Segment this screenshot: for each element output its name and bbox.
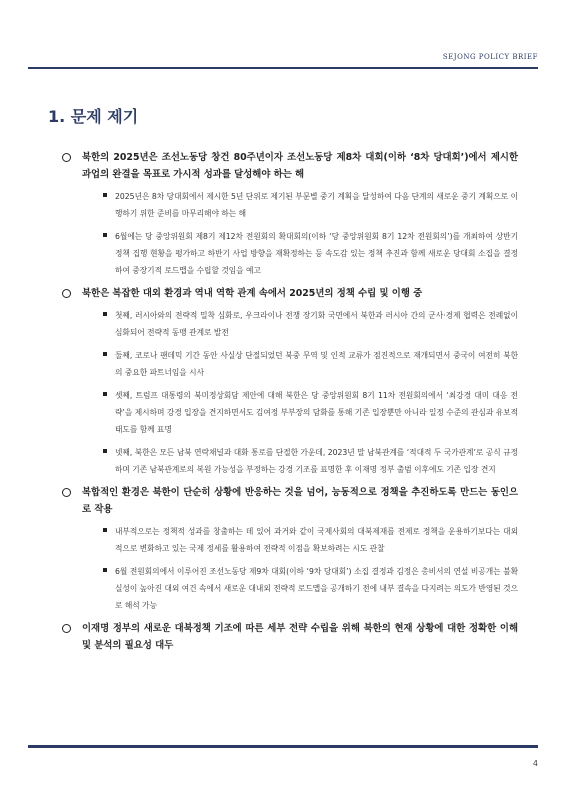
bullet-item <box>82 347 518 381</box>
page-number: 4 <box>532 759 538 768</box>
circle-bullet-icon <box>62 488 71 497</box>
bullet-item <box>82 387 518 438</box>
bullet-text: 첫째, 러시아와의 전략적 밀착 심화로, 우크라이나 전쟁 장기화 국면에서 북한과 러시아 간의 군사·경제 협력은 전례없이 심화되어 전략적 동맹 관계로 발전 <box>115 311 518 337</box>
section-text: 북한의 2025년은 조선노동당 창건 80주년이자 조선노동당 제8차 대회(이하 ‘8차 당대회’)에서 제시한 과업의 완결을 목표로 가시적 성과를 달성해야 하는 해 <box>82 152 518 180</box>
section-text: 북한은 복잡한 대외 환경과 역내 역학 관계 속에서 2025년의 정책 수립 및 이행 중 <box>82 288 423 299</box>
bullet-item <box>82 563 518 614</box>
bullet-text: 2025년은 8차 당대회에서 제시한 5년 단위로 제기된 부문별 중기 계획을 달성하여 다음 단계의 새로운 중기 계획으로 이행하기 위한 준비를 마무리해야 하는 해 <box>115 192 518 218</box>
section-item <box>58 620 518 654</box>
square-bullet-icon <box>103 352 107 356</box>
section-item <box>58 285 518 478</box>
square-bullet-icon <box>103 449 107 453</box>
bullet-text: 내부적으로는 정책적 성과를 창출하는 데 있어 과거와 같이 국제사회의 대북제재를 전제로 정책을 운용하기보다는 대외적으로 변화하고 있는 국제 정세를 활용하여 전략적 이점을 확보하려는 시도 관찰 <box>115 527 518 553</box>
square-bullet-icon <box>103 568 107 572</box>
footer-rule <box>28 745 538 748</box>
header-rule <box>28 67 538 69</box>
section-item <box>58 149 518 279</box>
square-bullet-icon <box>103 312 107 316</box>
section-text: 이재명 정부의 새로운 대북정책 기조에 따른 세부 전략 수립을 위해 북한의 현재 상황에 대한 정확한 이해 및 분석의 필요성 대두 <box>82 623 518 651</box>
bullet-text: 6월 전원회의에서 이루어진 조선노동당 제9차 대회(이하 ‘9차 당대회’) 소집 결정과 김정은 총비서의 연설 비공개는 불확실성이 높아진 대외 여건 속에서 새로운 대내외 전략적 로드맵을 공개하기 전에 내부 결속을 다지려는 의도가 반영된 것으로 해석 가능 <box>115 567 518 610</box>
circle-bullet-icon <box>62 289 71 298</box>
bullet-item <box>82 444 518 478</box>
section-title: 1. 문제 제기 <box>48 107 139 126</box>
square-bullet-icon <box>103 528 107 532</box>
bullet-text: 6월에는 당 중앙위원회 제8기 제12차 전원회의 확대회의(이하 ‘당 중앙위원회 8기 12차 전원회의’)를 개최하여 상반기 정책 집행 현황을 평가하고 하반기 사업 방향을 재확정하는 등 속도감 있는 정책 추진과 함께 새로운 당대회 소집을 결정하여 중장기적 로드맵을 수립할 것임을 예고 <box>115 232 518 275</box>
bullet-item <box>82 188 518 222</box>
bullet-item <box>82 228 518 279</box>
bullet-text: 둘째, 코로나 팬데믹 기간 동안 사실상 단절되었던 북중 무역 및 인적 교류가 점진적으로 재개되면서 중국이 여전히 북한의 중요한 파트너임을 시사 <box>115 351 518 377</box>
brand-header: SEJONG POLICY BRIEF <box>442 53 538 61</box>
bullet-text: 셋째, 트럼프 대통령의 북미정상회담 제안에 대해 북한은 당 중앙위원회 8기 11차 전원회의에서 ‘최강경 대미 대응 전략’을 제시하며 강경 입장을 견지하면서도 김여정 부부장의 담화를 통해 기존 입장뿐만 아니라 일정 수준의 관심과 유보적 태도를 함께 표명 <box>115 391 518 434</box>
circle-bullet-icon <box>62 624 71 633</box>
bullet-item <box>82 523 518 557</box>
bullet-text: 넷째, 북한은 모든 남북 연락채널과 대화 통로를 단절한 가운데, 2023년 말 남북관계를 ‘적대적 두 국가관계’로 공식 규정하며 기존 남북관계로의 복원 가능성을 부정하는 강경 기조를 표명한 후 이재명 정부 출범 이후에도 기존 입장 견지 <box>115 448 518 474</box>
square-bullet-icon <box>103 193 107 197</box>
section-text: 복합적인 환경은 북한이 단순히 상황에 반응하는 것을 넘어, 능동적으로 정책을 추진하도록 만드는 동인으로 작용 <box>82 487 518 515</box>
content-body <box>58 149 518 660</box>
section-item <box>58 484 518 614</box>
bullet-item <box>82 307 518 341</box>
square-bullet-icon <box>103 233 107 237</box>
circle-bullet-icon <box>62 153 71 162</box>
square-bullet-icon <box>103 392 107 396</box>
